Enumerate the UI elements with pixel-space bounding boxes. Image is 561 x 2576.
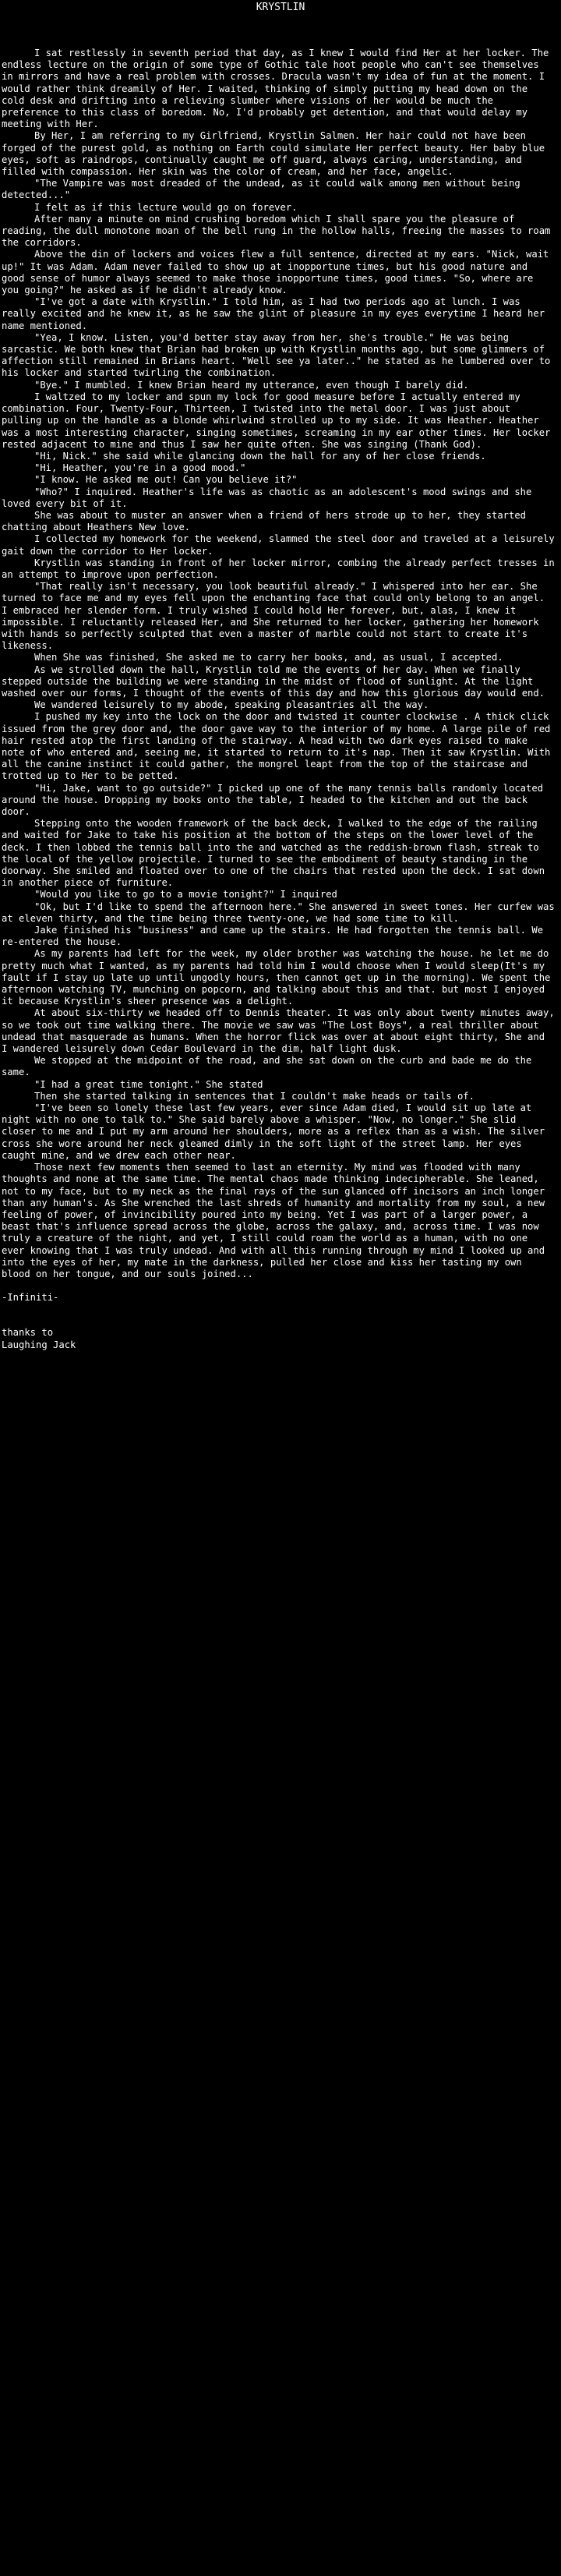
- thanks-line: thanks to: [2, 1327, 54, 1339]
- story-paragraph: I felt as if this lecture would go on forever.: [34, 201, 298, 213]
- story-paragraph: By Her, I am referring to my Girlfriend, Krystlin Salmen. Her hair could not have been forged of the purest gold, as nothing on Earth could simulate Her perfect beauty. Her baby blue eyes, soft as raindrops, continually caught me off guard, always caring, understanding, and filled with compassion. Her skin was the color of cream, and her face, angelic.: [2, 130, 545, 178]
- story-paragraph: At about six-thirty we headed off to Dennis theater. It was only about twenty minutes away, so we took out time walking there. The movie we saw was "The Lost Boys", a real thriller about undead that masquerade as humans. When the horror flick was over at about eight thirty, She and I wandered leisurely down Cedar Boulevard in the dim, half light dusk.: [2, 1007, 555, 1055]
- closing-block: [0, 1292, 561, 1351]
- story-paragraph: "Hi, Heather, you're in a good mood.": [34, 462, 246, 474]
- story-paragraph: When She was finished, She asked me to carry her books, and, as usual, I accepted.: [34, 652, 503, 663]
- story-paragraph: As my parents had left for the week, my older brother was watching the house. he let me do pretty much what I wanted, as my parents had told him I would choose when I would sleep(It's my fault if I stay up late up until ungodly hours, then cannot get up in the morning). We spent the afternoon watching TV, munching on popcorn, and talking about this and that. but most I enjoyed it because Krystlin's sheer presence was a delight.: [2, 948, 551, 1007]
- author-signoff: -Infiniti-: [2, 1292, 59, 1304]
- story-paragraph: Then she started talking in sentences that I couldn't make heads or tails of.: [34, 1090, 475, 1102]
- story-paragraph: "Would you like to go to a movie tonight?" I inquired: [34, 889, 337, 901]
- story-paragraph: After many a minute on mind crushing boredom which I shall spare you the pleasure of reading, the dull monotone moan of the bell rung in the hollow halls, freeing the masses to roam the corridors.: [2, 213, 551, 249]
- story-paragraph: "Hi, Nick." she said while glancing down the hall for any of her close friends.: [34, 450, 486, 462]
- story-paragraph: I waltzed to my locker and spun my lock for good measure before I actually entered my combination. Four, Twenty-Four, Thirteen, I twisted into the metal door. I was just about pulling up on the handle as a blonde whirlwind strolled up to my side. It was Heather. Heather was a most interesting character, singing sometimes, screaming in my ear other times. Her locker rested adjacent to mine and thus I saw her quite often. She was singing (Thank God).: [2, 391, 551, 450]
- story-paragraph: "Ok, but I'd like to spend the afternoon here." She answered in sweet tones. Her curfew was at eleven thirty, and the time being three twenty-one, we had some time to kill.: [2, 901, 555, 924]
- story-paragraph: "Yea, I know. Listen, you'd better stay away from her, she's trouble." He was being sarcastic. We both knew that Brian had broken up with Krystlin months ago, but some glimmers of affection still remained in Brians heart. "Well see ya later.." he stated as he lumbered over to his locker and started twirling the combination.: [2, 331, 551, 379]
- story-body: [0, 48, 561, 1280]
- story-paragraph: We stopped at the midpoint of the road, and she sat down on the curb and bade me do the same.: [2, 1055, 532, 1078]
- story-paragraph: "The Vampire was most dreaded of the undead, as it could walk among men without being detected...": [2, 178, 520, 201]
- story-title: KRYSTLIN: [256, 2, 305, 13]
- closing-gap: [2, 1304, 561, 1327]
- story-paragraph: Krystlin was standing in front of her locker mirror, combing the already perfect tresses in an attempt to improve upon perfection.: [2, 557, 555, 580]
- thanks-name: Laughing Jack: [2, 1339, 76, 1350]
- story-paragraph: "Hi, Jake, want to go outside?" I picked up one of the many tennis balls randomly located around the house. Dropping my books onto the table, I headed to the kitchen and out the back door.: [2, 782, 544, 817]
- story-paragraph: "I've been so lonely these last few years, ever since Adam died, I would sit up late at night with no one to talk to." She said barely above a whisper. "Now, no longer." She slid closer to me and I put my arm around her shoulders, more as a reflex than as a wish. The silver cross she wore around her neck gleamed dimly in the soft light of the street lamp. Her eyes caught mine, and we drew each other near.: [2, 1102, 545, 1161]
- story-paragraph: Those next few moments then seemed to last an eternity. My mind was flooded with many thoughts and none at the same time. The mental chaos made thinking indecipherable. She leaned, not to my face, but to my neck as the final rays of the sun glanced off incisors an inch longer than any human's. As She wrenched the last shreds of humanity and mortality from my soul, a new feeling of power, of invincibility poured into my being. Yet I was part of a larger power, a beast that's influence spread across the globe, across the galaxy, and, across time. I was now truly a creature of the night, and yet, I still could roam the world as a human, with no one ever knowing that I was truly undead. And with all this running through my mind I looked up and into the eyes of her, my mate in the darkness, pulled her close and kiss her tasting my own blood on her tongue, and our souls joined...: [2, 1162, 545, 1279]
- story-paragraph: I collected my homework for the weekend, slammed the steel door and traveled at a leisurely gait down the corridor to Her locker.: [2, 533, 555, 557]
- story-paragraph: "Who?" I inquired. Heather's life was as chaotic as an adolescent's mood swings and she loved every bit of it.: [2, 486, 532, 509]
- story-paragraph: As we strolled down the hall, Krystlin told me the events of her day. When we finally stepped outside the building we were standing in the midst of flood of sunlight. At the light washed over our forms, I thought of the events of this day and how this glorious day would end.: [2, 663, 545, 699]
- story-paragraph: "That really isn't necessary, you look beautiful already." I whispered into her ear. She turned to face me and my eyes fell upon the enchanting face that could only belong to an angel. I embraced her slender form. I truly wished I could hold Her forever, but, alas, I knew it impossible. I reluctantly released Her, and She returned to her locker, gathering her homework with hands so perfectly sculpted that even a master of marble could not start to create it's likeness.: [2, 581, 545, 652]
- story-paragraph: I pushed my key into the lock on the door and twisted it counter clockwise . A thick click issued from the grey door and, the door gave way to the interior of my home. A large pile of red hair rested atop the first landing of the stairway. A head with two dark eyes raised to make note of who entered and, seeing me, it started to return to it's nap. Then it saw Krystlin. With all the canine instinct it could gather, the mongrel leapt from the top of the staircase and trotted up to Her to be petted.: [2, 711, 551, 782]
- story-paragraph: She was about to muster an answer when a friend of hers strode up to her, they started chatting about Heathers New love.: [2, 509, 527, 533]
- story-paragraph: Jake finished his "business" and came up the stairs. He had forgotten the tennis ball. We re-entered the house.: [2, 925, 544, 948]
- story-paragraph: We wandered leisurely to my abode, speaking pleasantries all the way.: [34, 699, 429, 711]
- story-paragraph: Above the din of lockers and voices flew a full sentence, directed at my ears. "Nick, wait up!" It was Adam. Adam never failed to show up at inopportune times, but his good nature and good sense of humor always seemed to make those inopportune times, good times. "So, where are you going?" he asked as if he didn't already know.: [2, 249, 549, 296]
- story-paragraph: "I had a great time tonight." She stated: [34, 1078, 263, 1090]
- story-paragraph: "Bye." I mumbled. I knew Brian heard my utterance, even though I barely did.: [34, 379, 469, 391]
- story-paragraph: "I know. He asked me out! Can you believe it?": [34, 474, 298, 486]
- story-paragraph: I sat restlessly in seventh period that day, as I knew I would find Her at her locker. The endless lecture on the origin of some type of Gothic tale hoot people who can't see themselves in mirrors and have a real problem with crosses. Dracula wasn't my idea of fun at the moment. I would rather think dreamily of Her. I waited, thinking of simply putting my head down on the cold desk and drifting into a relieving slumber where visions of her would be much the preference to this class of boredom. No, I'd probably get detention, and that would delay my meeting with Her.: [2, 48, 549, 130]
- story-paragraph: Stepping onto the wooden framework of the back deck, I walked to the edge of the railing and waited for Jake to take his position at the bottom of the steps on the lower level of the deck. I then lobbed the tennis ball into the and watched as the reddish-brown flash, streak to the local of the yellow projectile. I turned to see the embodiment of beauty standing in the doorway. She smiled and floated over to one of the chairs that rested upon the deck. I sat down in another piece of furniture.: [2, 818, 545, 889]
- story-paragraph: "I've got a date with Krystlin." I told him, as I had two periods ago at lunch. I was really excited and he knew it, as he saw the glint of pleasure in my eyes everytime I heard her name mentioned.: [2, 296, 545, 331]
